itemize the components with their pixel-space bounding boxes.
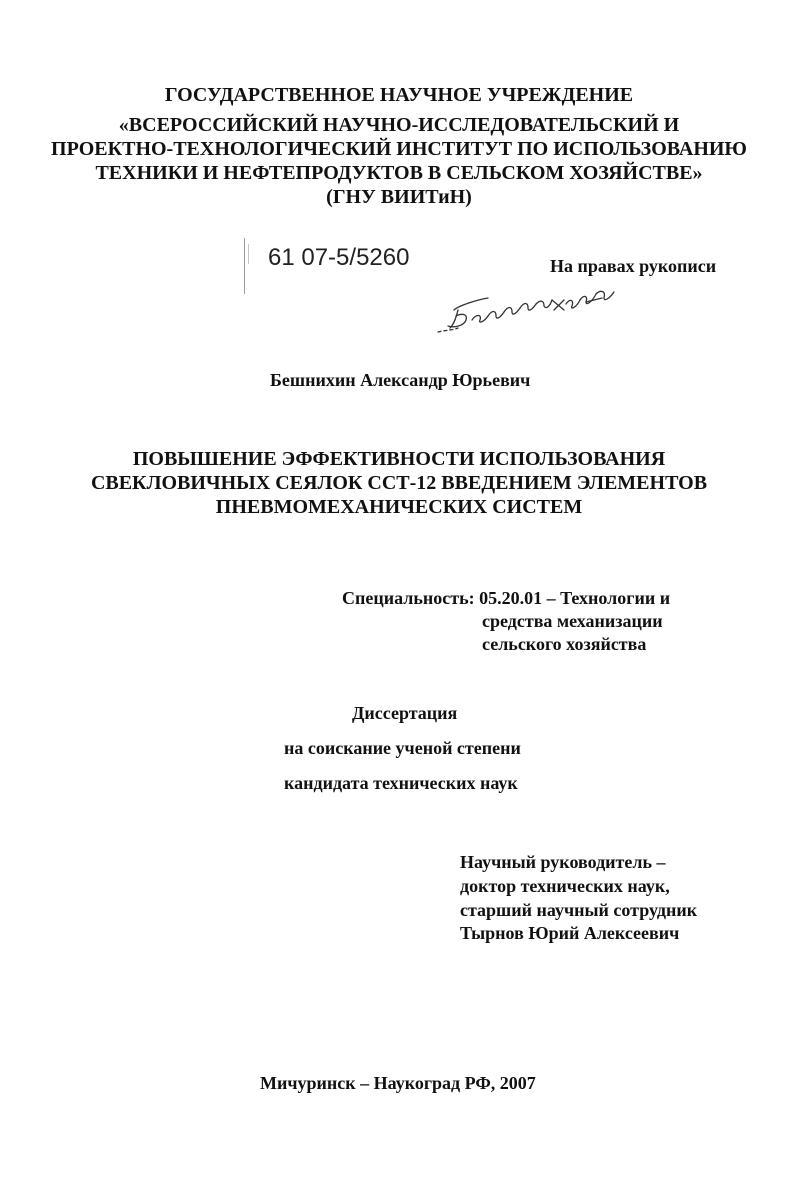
supervisor-name: Тырнов Юрий Алексеевич — [460, 923, 680, 943]
supervisor-line-2: доктор технических наук, — [460, 876, 670, 896]
dissertation-title-line-2: СВЕКЛОВИЧНЫХ СЕЯЛОК ССТ-12 ВВЕДЕНИЕМ ЭЛЕМЕНТОВ — [90, 472, 708, 494]
manuscript-rights: На правах рукописи — [550, 256, 717, 276]
place-and-year: Мичуринск – Наукоград РФ, 2007 — [260, 1073, 536, 1093]
supervisor-line-1: Научный руководитель – — [460, 852, 666, 872]
specialty-line-2: средства механизации — [482, 611, 663, 631]
institution-line-2: «ВСЕРОССИЙСКИЙ НАУЧНО-ИССЛЕДОВАТЕЛЬСКИЙ И — [118, 114, 680, 136]
specialty-line-1: Специальность: 05.20.01 – Технологии и — [342, 588, 671, 608]
handwritten-signature — [436, 280, 626, 340]
institution-abbreviation: (ГНУ ВИИТиН) — [326, 186, 472, 208]
registration-number: 61 07-5/5260 — [268, 244, 410, 271]
supervisor-line-3: старший научный сотрудник — [460, 900, 698, 920]
registration-mark-bar — [244, 238, 245, 294]
degree-line-2: кандидата технических наук — [284, 773, 518, 793]
dissertation-title-line-3: ПНЕВМОМЕХАНИЧЕСКИХ СИСТЕМ — [215, 496, 583, 518]
institution-line-1: ГОСУДАРСТВЕННОЕ НАУЧНОЕ УЧРЕЖДЕНИЕ — [164, 84, 634, 106]
degree-line-1: на соискание ученой степени — [284, 738, 521, 758]
registration-mark-bar — [248, 244, 249, 264]
dissertation-label: Диссертация — [352, 703, 458, 723]
author-name: Бешнихин Александр Юрьевич — [270, 370, 531, 390]
institution-line-3: ПРОЕКТНО-ТЕХНОЛОГИЧЕСКИЙ ИНСТИТУТ ПО ИСПОЛЬЗОВАНИЮ — [51, 138, 747, 160]
dissertation-title-line-1: ПОВЫШЕНИЕ ЭФФЕКТИВНОСТИ ИСПОЛЬЗОВАНИЯ — [132, 448, 666, 470]
specialty-line-3: сельского хозяйства — [482, 634, 647, 654]
institution-line-4: ТЕХНИКИ И НЕФТЕПРОДУКТОВ В СЕЛЬСКОМ ХОЗЯЙСТВЕ» — [95, 162, 703, 184]
